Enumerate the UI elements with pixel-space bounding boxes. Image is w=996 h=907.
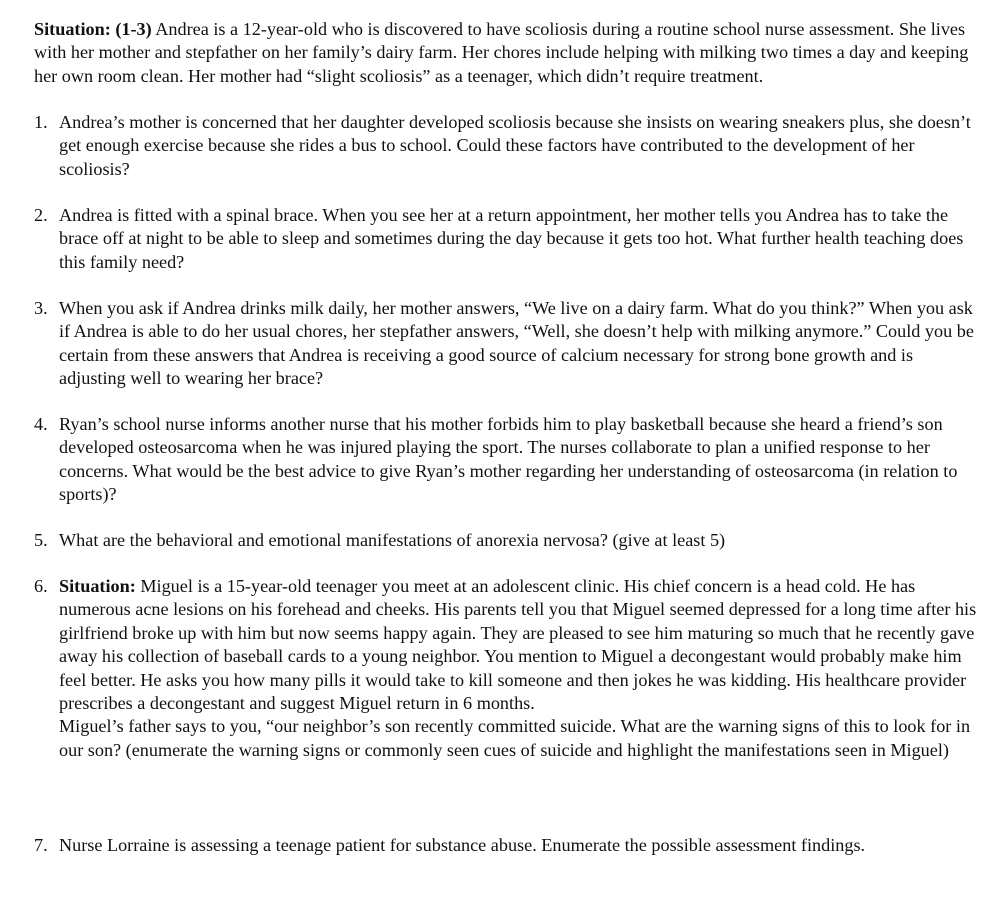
question-4 (34, 413, 984, 507)
situation-intro (34, 18, 984, 88)
question-number: 7. (34, 835, 48, 855)
question-number: 5. (34, 530, 48, 550)
question-7 (34, 832, 984, 858)
question-number: 2. (34, 205, 48, 225)
question-number: 3. (34, 298, 48, 318)
question-number: 1. (34, 112, 48, 132)
question-followup-text: Miguel’s father says to you, “our neighbor’s son recently committed suicide. What are the warning signs of this to look for in our son? (enumerate the warning signs or commonly seen cues of suicide and highlight the manifestations seen in Miguel) (59, 716, 971, 760)
situation-text: Andrea is a 12-year-old who is discovered to have scoliosis during a routine school nurse assessment. She lives with her mother and stepfather on her family’s dairy farm. Her chores include helping with milking two times a day and keeping her own room clean. Her mother had “slight scoliosis” as a teenager, which didn’t require treatment. (34, 19, 969, 86)
question-text: Ryan’s school nurse informs another nurse that his mother forbids him to play basketball because she heard a friend’s son developed osteosarcoma when he was injured playing the sport. The nurses collaborate to plan a unified response to her concerns. What would be the best advice to give Ryan’s mother regarding her understanding of osteosarcoma (in relation to sports)? (59, 414, 958, 505)
situation-label: Situation: (59, 576, 136, 596)
question-text: Nurse Lorraine is assessing a teenage patient for substance abuse. Enumerate the possible assessment findings. (59, 835, 866, 855)
situation-label: Situation: (1-3) (34, 19, 152, 39)
question-text: Andrea’s mother is concerned that her daughter developed scoliosis because she insists on wearing sneakers plus, she doesn’t get enough exercise because she rides a bus to school. Could these factors have contributed to the development of her scoliosis? (59, 112, 971, 179)
question-text: Andrea is fitted with a spinal brace. When you see her at a return appointment, her mother tells you Andrea has to take the brace off at night to be able to sleep and sometimes during the day because it gets too hot. What further health teaching does this family need? (59, 205, 964, 272)
question-5 (34, 529, 984, 552)
question-number: 4. (34, 414, 48, 434)
question-3 (34, 297, 984, 391)
question-number: 6. (34, 576, 48, 596)
question-text: Miguel is a 15-year-old teenager you meet at an adolescent clinic. His chief concern is a head cold. He has numerous acne lesions on his forehead and cheeks. His parents tell you that Miguel seemed depressed for a long time after his girlfriend broke up with him but now seems happy again. They are pleased to see him maturing so much that he recently gave away his collection of baseball cards to a young neighbor. You mention to Miguel a decongestant would probably make him feel better. He asks you how many pills it would take to kill someone and then jokes he was kidding. His healthcare provider prescribes a decongestant and suggest Miguel return in 6 months. (59, 576, 977, 714)
question-text: When you ask if Andrea drinks milk daily, her mother answers, “We live on a dairy farm. What do you think?” When you ask if Andrea is able to do her usual chores, her stepfather answers, “Well, she doesn’t help with milking anymore.” Could you be certain from these answers that Andrea is receiving a good source of calcium necessary for strong bone growth and is adjusting well to wearing her brace? (59, 298, 974, 389)
question-2 (34, 204, 984, 274)
question-1 (34, 111, 984, 181)
question-text: What are the behavioral and emotional manifestations of anorexia nervosa? (give at least 5) (59, 530, 726, 550)
question-6 (34, 575, 984, 762)
question-body (59, 575, 984, 762)
